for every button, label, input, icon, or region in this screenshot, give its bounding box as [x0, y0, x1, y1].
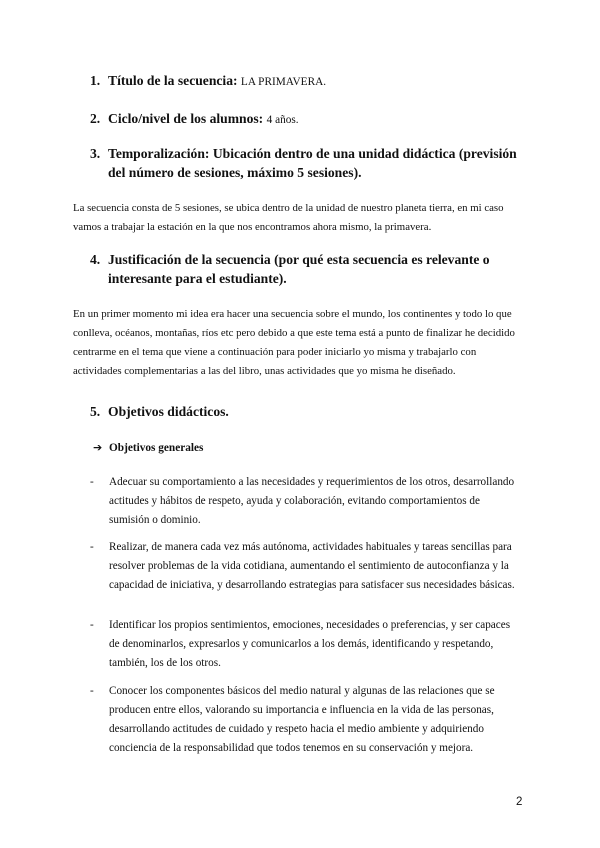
- page-number: 2: [516, 796, 523, 808]
- section-5-heading: [90, 402, 520, 421]
- bullet-dash: -: [90, 476, 94, 488]
- section-title: Título de la secuencia:: [108, 73, 238, 88]
- section-number: 3.: [90, 146, 101, 161]
- list-item-text: Adecuar su comportamiento a las necesidades y requerimientos de los otros, desarrollando actitudes y hábitos de respeto, ayuda y colaboración, evitando comportamientos de sumisión o dominio.: [109, 476, 515, 526]
- bullet-dash: -: [90, 685, 94, 697]
- bullet-dash: -: [90, 541, 94, 553]
- list-item: [90, 616, 522, 673]
- objetivos-generales-heading: [93, 440, 203, 456]
- subheading-label: Objetivos generales: [109, 442, 204, 454]
- justificacion-paragraph: En un primer momento mi idea era hacer una secuencia sobre el mundo, los continentes y todo lo que conlleva, océanos, montañas, ríos etc pero debido a que este tema está a punto de finalizar he decidido centrarme en el tema que viene a continuación para poder iniciarlo yo misma y trabajarlo con actividades complementarias a las del libro, unas actividades que yo misma he diseñado.: [73, 308, 515, 377]
- section-value: LA PRIMAVERA.: [240, 76, 327, 88]
- section-3-heading: [90, 144, 520, 182]
- section-title: Ciclo/nivel de los alumnos:: [108, 111, 264, 126]
- list-item-text: Conocer los componentes básicos del medio natural y algunas de las relaciones que se producen entre ellos, valorando su importancia e influencia en la vida de las personas, desarrollando actitudes de cuidado y respeto hacia el medio ambiente y adquiriendo conciencia de la responsabilidad que todos tenemos en su conservación y mejora.: [109, 685, 495, 754]
- bullet-dash: -: [90, 619, 94, 631]
- section-4-heading: [90, 250, 520, 288]
- section-number: 2.: [90, 111, 101, 126]
- section-number: 5.: [90, 404, 101, 419]
- list-item: [90, 473, 522, 530]
- section-1-heading: [90, 71, 520, 92]
- list-item: [90, 682, 522, 758]
- section-number: 1.: [90, 73, 101, 88]
- section-2-heading: [90, 109, 520, 130]
- list-item-text: Realizar, de manera cada vez más autónoma, actividades habituales y tareas sencillas para resolver problemas de la vida cotidiana, aumentando el sentimiento de autoconfianza y la capacidad de iniciativa, y desarrollando estrategias para satisfacer sus necesidades básicas.: [109, 541, 515, 591]
- section-value: 4 años.: [266, 114, 299, 126]
- temporalizacion-paragraph: La secuencia consta de 5 sesiones, se ubica dentro de la unidad de nuestro planeta tierra, en mi caso vamos a trabajar la estación en la que nos encontramos ahora mismo, la primavera.: [73, 202, 504, 233]
- section-title: Objetivos didácticos.: [108, 404, 229, 419]
- section-title: Temporalización: Ubicación dentro de una unidad didáctica (previsión del número de sesiones, máximo 5 sesiones).: [108, 146, 517, 180]
- list-item-text: Identificar los propios sentimientos, emociones, necesidades o preferencias, y ser capaces de denominarlos, expresarlos y comunicarlos a los demás, identificando y respetando, también, los de los otros.: [109, 619, 511, 669]
- section-number: 4.: [90, 252, 101, 267]
- list-item: [90, 538, 522, 595]
- arrow-right-icon: ➔: [93, 441, 103, 454]
- section-title: Justificación de la secuencia (por qué esta secuencia es relevante o interesante para el estudiante).: [108, 252, 490, 286]
